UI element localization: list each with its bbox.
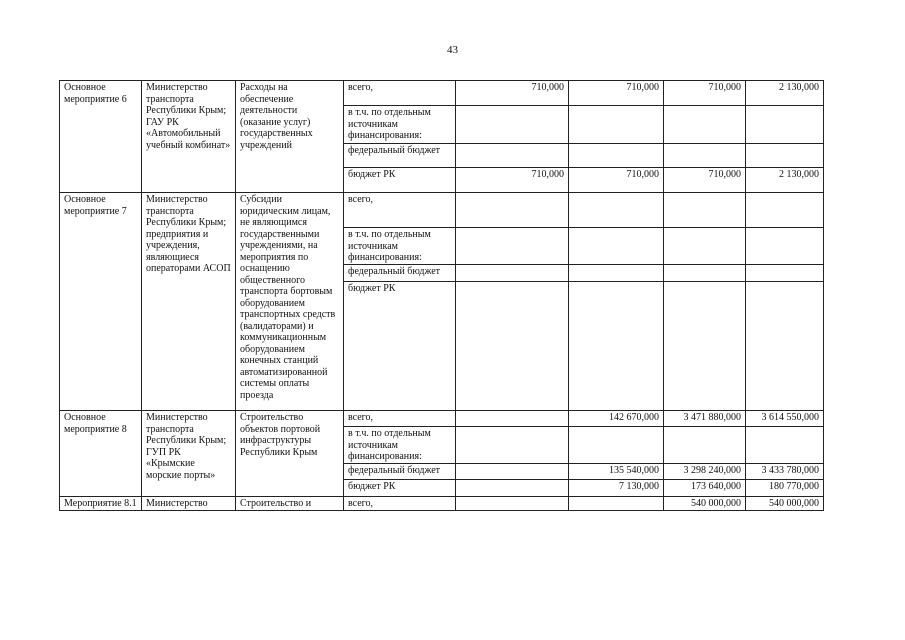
activity-name: Основное мероприятие 8	[60, 411, 142, 497]
activity-name: Основное мероприятие 7	[60, 193, 142, 411]
value-cell: 540 000,000	[664, 497, 746, 511]
source-label: всего,	[344, 497, 456, 511]
value-cell	[664, 106, 746, 144]
funding-table	[59, 80, 824, 511]
source-label: федеральный бюджет	[344, 464, 456, 480]
value-cell	[456, 411, 569, 427]
source-label: бюджет РК	[344, 168, 456, 193]
value-cell	[456, 427, 569, 464]
source-label: всего,	[344, 193, 456, 228]
value-cell	[569, 265, 664, 282]
value-cell: 3 298 240,000	[664, 464, 746, 480]
value-cell	[664, 228, 746, 265]
value-cell: 7 130,000	[569, 480, 664, 497]
value-cell	[456, 228, 569, 265]
source-label: в т.ч. по отдельным источникам финансирования:	[344, 106, 456, 144]
value-cell	[456, 144, 569, 168]
activity-description: Строительство и	[236, 497, 344, 511]
total-cell	[746, 144, 824, 168]
value-cell: 173 640,000	[664, 480, 746, 497]
activity-name: Основное мероприятие 6	[60, 81, 142, 193]
source-label: в т.ч. по отдельным источникам финансирования:	[344, 427, 456, 464]
activity-description: Расходы на обеспечение деятельности (оказание услуг) государственных учреждений	[236, 81, 344, 193]
value-cell	[456, 480, 569, 497]
table-row	[60, 81, 824, 106]
activity-description: Субсидии юридическим лицам, не являющимся государственными учреждениями, на мероприятия по оснащению общественного транспорта бортовым оборудованием транспортных средств (валидаторами) и коммуникационным оборудованием конечных станций автоматизированной системы оплаты проезда	[236, 193, 344, 411]
total-cell	[746, 427, 824, 464]
total-cell: 3 433 780,000	[746, 464, 824, 480]
value-cell: 710,000	[664, 168, 746, 193]
source-label: федеральный бюджет	[344, 265, 456, 282]
value-cell	[569, 427, 664, 464]
executor: Министерство транспорта Республики Крым; ГАУ РК «Автомобильный учебный комбинат»	[142, 81, 236, 193]
source-label: бюджет РК	[344, 282, 456, 411]
total-cell: 540 000,000	[746, 497, 824, 511]
value-cell	[664, 193, 746, 228]
activity-description: Строительство объектов портовой инфраструктуры Республики Крым	[236, 411, 344, 497]
value-cell	[456, 464, 569, 480]
table-row	[60, 411, 824, 427]
source-label: всего,	[344, 81, 456, 106]
value-cell	[569, 497, 664, 511]
table-row	[60, 497, 824, 511]
source-label: всего,	[344, 411, 456, 427]
activity-name: Мероприятие 8.1	[60, 497, 142, 511]
value-cell	[664, 427, 746, 464]
total-cell	[746, 106, 824, 144]
value-cell	[456, 265, 569, 282]
value-cell	[664, 265, 746, 282]
table-row	[60, 193, 824, 228]
value-cell	[456, 193, 569, 228]
total-cell	[746, 265, 824, 282]
value-cell: 3 471 880,000	[664, 411, 746, 427]
total-cell: 3 614 550,000	[746, 411, 824, 427]
value-cell	[664, 144, 746, 168]
source-label: бюджет РК	[344, 480, 456, 497]
executor: Министерство транспорта Республики Крым; предприятия и учреждения, являющиеся операторами АСОП	[142, 193, 236, 411]
value-cell	[456, 106, 569, 144]
total-cell: 2 130,000	[746, 168, 824, 193]
value-cell	[456, 282, 569, 411]
source-label: федеральный бюджет	[344, 144, 456, 168]
source-label: в т.ч. по отдельным источникам финансирования:	[344, 228, 456, 265]
value-cell: 135 540,000	[569, 464, 664, 480]
executor: Министерство транспорта Республики Крым; ГУП РК «Крымские морские порты»	[142, 411, 236, 497]
executor: Министерство	[142, 497, 236, 511]
value-cell	[569, 106, 664, 144]
value-cell: 710,000	[664, 81, 746, 106]
total-cell	[746, 282, 824, 411]
value-cell	[569, 193, 664, 228]
value-cell: 710,000	[569, 168, 664, 193]
value-cell	[569, 282, 664, 411]
value-cell: 142 670,000	[569, 411, 664, 427]
page-number: 43	[447, 44, 458, 56]
value-cell	[664, 282, 746, 411]
total-cell: 2 130,000	[746, 81, 824, 106]
value-cell	[569, 144, 664, 168]
value-cell: 710,000	[456, 168, 569, 193]
value-cell	[569, 228, 664, 265]
total-cell: 180 770,000	[746, 480, 824, 497]
value-cell: 710,000	[569, 81, 664, 106]
value-cell: 710,000	[456, 81, 569, 106]
value-cell	[456, 497, 569, 511]
total-cell	[746, 193, 824, 228]
total-cell	[746, 228, 824, 265]
